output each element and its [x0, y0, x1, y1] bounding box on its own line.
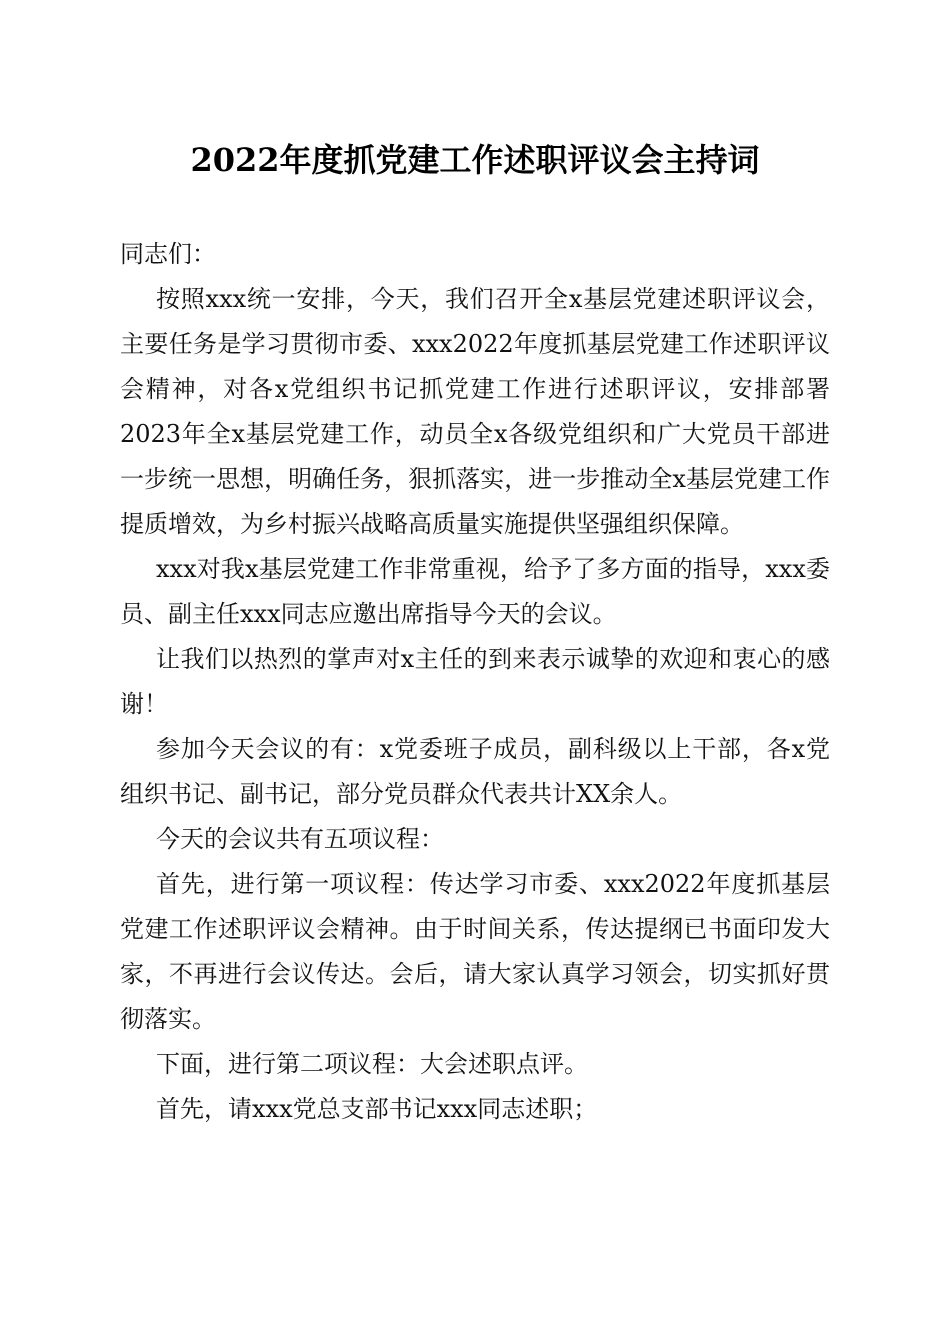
salutation: 同志们：	[120, 240, 216, 268]
paragraph-attendees: 参加今天会议的有：x党委班子成员，副科级以上干部，各x党组织书记、副书记，部分党员群众代表共计XX余人。	[120, 735, 830, 808]
document-body	[120, 232, 830, 1132]
document-title: 2022年度抓党建工作述职评议会主持词	[190, 141, 760, 179]
paragraph-guest: xxx对我x基层党建工作非常重视，给予了多方面的指导，xxx委员、副主任xxx同志应邀出席指导今天的会议。	[120, 555, 830, 628]
paragraph-first-speaker: 首先，请xxx党总支部书记xxx同志述职；	[156, 1095, 598, 1123]
paragraph-intro: 按照xxx统一安排，今天，我们召开全x基层党建述职评议会，主要任务是学习贯彻市委、xxx2022年度抓基层党建工作述职评议会精神，对各x党组织书记抓党建工作进行述职评议，安排部署2023年全x基层党建工作，动员全x各级党组织和广大党员干部进一步统一思想，明确任务，狠抓落实，进一步推动全x基层党建工作提质增效，为乡村振兴战略高质量实施提供坚强组织保障。	[120, 285, 830, 538]
paragraph-agenda-item-1: 首先，进行第一项议程：传达学习市委、xxx2022年度抓基层党建工作述职评议会精神。由于时间关系，传达提纲已书面印发大家，不再进行会议传达。会后，请大家认真学习领会，切实抓好贯彻落实。	[120, 870, 830, 1033]
paragraph-agenda-item-2: 下面，进行第二项议程：大会述职点评。	[156, 1050, 588, 1078]
paragraph-welcome: 让我们以热烈的掌声对x主任的到来表示诚挚的欢迎和衷心的感谢！	[120, 645, 830, 718]
paragraph-agenda: 今天的会议共有五项议程：	[156, 825, 444, 853]
